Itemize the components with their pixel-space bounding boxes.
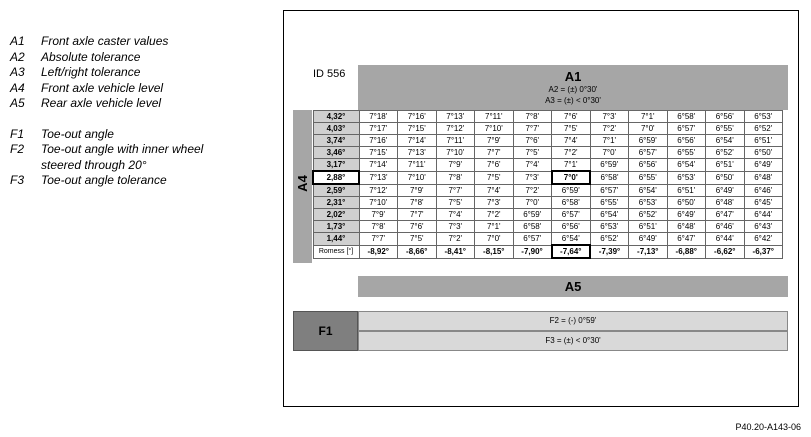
caster-value-cell: 7°6' <box>552 111 591 123</box>
absolute-tolerance: A2 = (±) 0°30' <box>548 85 598 94</box>
caster-value-cell: 6°47' <box>706 209 745 221</box>
caster-header <box>358 65 788 110</box>
caster-value-cell: 6°56' <box>667 135 706 147</box>
legend-code: A3 <box>10 65 25 79</box>
caster-value-cell: 7°0' <box>629 123 668 135</box>
table-row <box>313 171 783 184</box>
legend-item <box>10 173 216 189</box>
caster-value-cell: 7°9' <box>359 209 398 221</box>
legend-text: Toe-out angle with inner wheel steered through 20° <box>41 142 204 172</box>
legend-item <box>10 34 216 50</box>
romess-value-cell: -7,13° <box>629 245 668 258</box>
legend-code: A5 <box>10 96 25 110</box>
caster-value-cell: 7°12' <box>359 184 398 197</box>
caster-value-cell: 6°57' <box>667 123 706 135</box>
front-axle-level-value: 4,32° <box>313 111 359 123</box>
caster-value-cell: 7°10' <box>359 197 398 209</box>
caster-value-cell: 6°48' <box>744 171 783 184</box>
caster-value-cell: 6°56' <box>552 221 591 233</box>
romess-value-cell: -8,41° <box>436 245 475 258</box>
caster-value-cell: 6°58' <box>513 221 552 233</box>
romess-value-cell: -8,15° <box>475 245 514 258</box>
caster-value-cell: 6°55' <box>706 123 745 135</box>
caster-value-cell: 7°9' <box>475 135 514 147</box>
caster-value-cell: 6°51' <box>744 135 783 147</box>
caster-value-cell: 7°5' <box>436 197 475 209</box>
front-axle-level-label: A4 <box>295 175 310 192</box>
caster-value-cell: 7°2' <box>436 233 475 246</box>
caster-value-cell: 6°44' <box>706 233 745 246</box>
caster-title: A1 <box>564 69 582 84</box>
legend-item <box>10 81 216 97</box>
legend-item <box>10 65 216 81</box>
front-axle-level-value: 1,73° <box>313 221 359 233</box>
caster-value-cell: 7°3' <box>475 197 514 209</box>
caster-value-cell: 7°0' <box>552 171 591 184</box>
legend-code: F3 <box>10 173 25 187</box>
caster-value-cell: 7°13' <box>398 147 437 159</box>
caster-value-cell: 7°4' <box>513 159 552 172</box>
caster-value-cell: 7°8' <box>359 221 398 233</box>
legend-text: Front axle caster values <box>41 34 169 48</box>
caster-value-cell: 7°10' <box>475 123 514 135</box>
caster-value-cell: 7°8' <box>513 111 552 123</box>
legend-text: Toe-out angle tolerance <box>41 173 167 187</box>
caster-value-cell: 6°59' <box>629 135 668 147</box>
caster-value-cell: 7°11' <box>475 111 514 123</box>
toe-out-label: F1 <box>293 311 358 351</box>
front-axle-level-value: 2,88° <box>313 171 359 184</box>
caster-value-cell: 7°6' <box>475 159 514 172</box>
caster-value-cell: 6°50' <box>744 147 783 159</box>
romess-value-cell: -6,37° <box>744 245 783 258</box>
caster-value-cell: 6°51' <box>629 221 668 233</box>
caster-value-cell: 7°5' <box>398 233 437 246</box>
caster-value-cell: 6°42' <box>744 233 783 246</box>
caster-value-cell: 7°2' <box>552 147 591 159</box>
caster-value-cell: 7°3' <box>436 221 475 233</box>
legend-item <box>10 127 216 143</box>
caster-value-cell: 6°59' <box>513 209 552 221</box>
table-row <box>313 135 783 147</box>
caster-value-cell: 7°3' <box>513 171 552 184</box>
caster-value-cell: 7°0' <box>475 233 514 246</box>
caster-value-cell: 6°46' <box>744 184 783 197</box>
caster-value-cell: 6°53' <box>629 197 668 209</box>
caster-value-cell: 6°57' <box>552 209 591 221</box>
caster-value-cell: 6°54' <box>590 209 629 221</box>
table-row <box>313 159 783 172</box>
figure-reference: P40.20-A143-06 <box>735 422 801 432</box>
caster-value-cell: 6°52' <box>590 233 629 246</box>
caster-value-cell: 6°49' <box>629 233 668 246</box>
caster-value-cell: 7°14' <box>359 159 398 172</box>
legend-code: F1 <box>10 126 25 141</box>
caster-value-cell: 7°2' <box>590 123 629 135</box>
caster-value-cell: 6°59' <box>552 184 591 197</box>
caster-value-cell: 7°11' <box>436 135 475 147</box>
caster-value-cell: 7°6' <box>513 135 552 147</box>
caster-value-cell: 6°53' <box>744 111 783 123</box>
caster-value-cell: 7°5' <box>552 123 591 135</box>
legend-spacer <box>10 112 216 127</box>
caster-value-cell: 6°54' <box>629 184 668 197</box>
caster-value-cell: 6°51' <box>706 159 745 172</box>
romess-value-cell: -7,64° <box>552 245 591 258</box>
legend-text: Toe-out angle <box>41 126 114 141</box>
caster-value-cell: 6°49' <box>667 209 706 221</box>
romess-value-cell: -6,62° <box>706 245 745 258</box>
caster-value-cell: 7°0' <box>590 147 629 159</box>
caster-value-cell: 6°50' <box>706 171 745 184</box>
caster-value-cell: 7°16' <box>398 111 437 123</box>
caster-value-cell: 7°1' <box>629 111 668 123</box>
romess-value-cell: -6,88° <box>667 245 706 258</box>
caster-value-cell: 7°6' <box>398 221 437 233</box>
caster-value-cell: 7°7' <box>398 209 437 221</box>
front-axle-level-value: 3,17° <box>313 159 359 172</box>
caster-value-cell: 7°18' <box>359 111 398 123</box>
toe-out-20deg-value: F2 = (-) 0°59' <box>358 311 788 331</box>
front-axle-level-value: 2,59° <box>313 184 359 197</box>
caster-value-cell: 7°10' <box>436 147 475 159</box>
caster-value-cell: 6°57' <box>629 147 668 159</box>
caster-value-cell: 7°7' <box>436 184 475 197</box>
caster-value-cell: 6°54' <box>667 159 706 172</box>
caster-value-cell: 6°53' <box>590 221 629 233</box>
caster-value-cell: 6°44' <box>744 209 783 221</box>
caster-value-cell: 7°7' <box>359 233 398 246</box>
caster-value-cell: 6°55' <box>590 197 629 209</box>
caster-value-cell: 6°55' <box>667 147 706 159</box>
caster-value-cell: 6°52' <box>629 209 668 221</box>
caster-value-cell: 6°52' <box>744 123 783 135</box>
legend-text: Left/right tolerance <box>41 65 141 79</box>
table-row <box>313 123 783 135</box>
legend-item <box>10 50 216 66</box>
caster-value-cell: 6°49' <box>744 159 783 172</box>
front-axle-level-value: 2,02° <box>313 209 359 221</box>
front-axle-level-value: 1,44° <box>313 233 359 246</box>
caster-value-cell: 7°0' <box>513 197 552 209</box>
caster-value-cell: 7°4' <box>552 135 591 147</box>
legend-item <box>10 96 216 112</box>
table-id: ID 556 <box>313 68 346 80</box>
romess-value-cell: -8,92° <box>359 245 398 258</box>
romess-label: Romess [°] <box>313 245 359 258</box>
caster-value-cell: 7°10' <box>398 171 437 184</box>
caster-value-cell: 6°48' <box>706 197 745 209</box>
table-row <box>313 111 783 123</box>
caster-value-cell: 7°15' <box>398 123 437 135</box>
front-axle-level-value: 3,46° <box>313 147 359 159</box>
romess-value-cell: -8,66° <box>398 245 437 258</box>
caster-value-cell: 7°17' <box>359 123 398 135</box>
rear-axle-level-bar: A5 <box>358 276 788 297</box>
caster-table <box>312 110 783 259</box>
caster-value-cell: 7°12' <box>436 123 475 135</box>
caster-value-cell: 7°5' <box>513 147 552 159</box>
romess-value-cell: -7,90° <box>513 245 552 258</box>
front-axle-level-value: 2,31° <box>313 197 359 209</box>
caster-value-cell: 7°15' <box>359 147 398 159</box>
legend-code: A2 <box>10 49 25 64</box>
left-right-tolerance: A3 = (±) < 0°30' <box>545 96 601 105</box>
table-row <box>313 184 783 197</box>
caster-value-cell: 7°7' <box>475 147 514 159</box>
legend-code: A4 <box>10 80 25 95</box>
caster-value-cell: 6°56' <box>706 111 745 123</box>
legend-text: Rear axle vehicle level <box>41 96 162 110</box>
caster-value-cell: 6°54' <box>706 135 745 147</box>
front-axle-level-value: 3,74° <box>313 135 359 147</box>
caster-value-cell: 6°58' <box>590 171 629 184</box>
caster-value-cell: 6°57' <box>513 233 552 246</box>
caster-value-cell: 6°51' <box>667 184 706 197</box>
caster-value-cell: 6°57' <box>590 184 629 197</box>
caster-value-cell: 6°45' <box>744 197 783 209</box>
caster-value-cell: 6°49' <box>706 184 745 197</box>
caster-value-cell: 7°7' <box>513 123 552 135</box>
caster-value-cell: 7°11' <box>398 159 437 172</box>
caster-value-cell: 7°9' <box>436 159 475 172</box>
table-row <box>313 233 783 246</box>
toe-out-tolerance-value: F3 = (±) < 0°30' <box>358 331 788 351</box>
caster-value-cell: 7°5' <box>475 171 514 184</box>
caster-value-cell: 7°13' <box>436 111 475 123</box>
front-axle-level-value: 4,03° <box>313 123 359 135</box>
table-row <box>313 221 783 233</box>
caster-value-cell: 6°56' <box>629 159 668 172</box>
caster-value-cell: 7°1' <box>552 159 591 172</box>
caster-value-cell: 6°48' <box>667 221 706 233</box>
table-row <box>313 197 783 209</box>
caster-value-cell: 7°3' <box>590 111 629 123</box>
caster-value-cell: 6°50' <box>667 197 706 209</box>
legend-code: A1 <box>10 34 25 48</box>
caster-value-cell: 6°59' <box>590 159 629 172</box>
caster-value-cell: 6°46' <box>706 221 745 233</box>
caster-value-cell: 7°9' <box>398 184 437 197</box>
caster-value-cell: 7°4' <box>475 184 514 197</box>
table-row <box>313 209 783 221</box>
caster-value-cell: 6°58' <box>667 111 706 123</box>
caster-value-cell: 7°2' <box>475 209 514 221</box>
caster-value-cell: 6°58' <box>552 197 591 209</box>
legend-item <box>10 142 216 173</box>
legend-text: Absolute tolerance <box>41 49 141 64</box>
caster-value-cell: 6°47' <box>667 233 706 246</box>
caster-value-cell: 6°53' <box>667 171 706 184</box>
table-row <box>313 147 783 159</box>
caster-value-cell: 7°2' <box>513 184 552 197</box>
caster-value-cell: 6°52' <box>706 147 745 159</box>
legend <box>10 34 216 189</box>
romess-value-cell: -7,39° <box>590 245 629 258</box>
caster-value-cell: 6°54' <box>552 233 591 246</box>
caster-value-cell: 7°4' <box>436 209 475 221</box>
caster-value-cell: 6°43' <box>744 221 783 233</box>
caster-value-cell: 6°55' <box>629 171 668 184</box>
caster-value-cell: 7°13' <box>359 171 398 184</box>
caster-value-cell: 7°14' <box>398 135 437 147</box>
legend-text: Front axle vehicle level <box>41 80 164 95</box>
caster-value-cell: 7°1' <box>590 135 629 147</box>
caster-value-cell: 7°8' <box>436 171 475 184</box>
caster-value-cell: 7°16' <box>359 135 398 147</box>
legend-code: F2 <box>10 142 25 156</box>
romess-row <box>313 245 783 258</box>
caster-value-cell: 7°1' <box>475 221 514 233</box>
caster-value-cell: 7°8' <box>398 197 437 209</box>
